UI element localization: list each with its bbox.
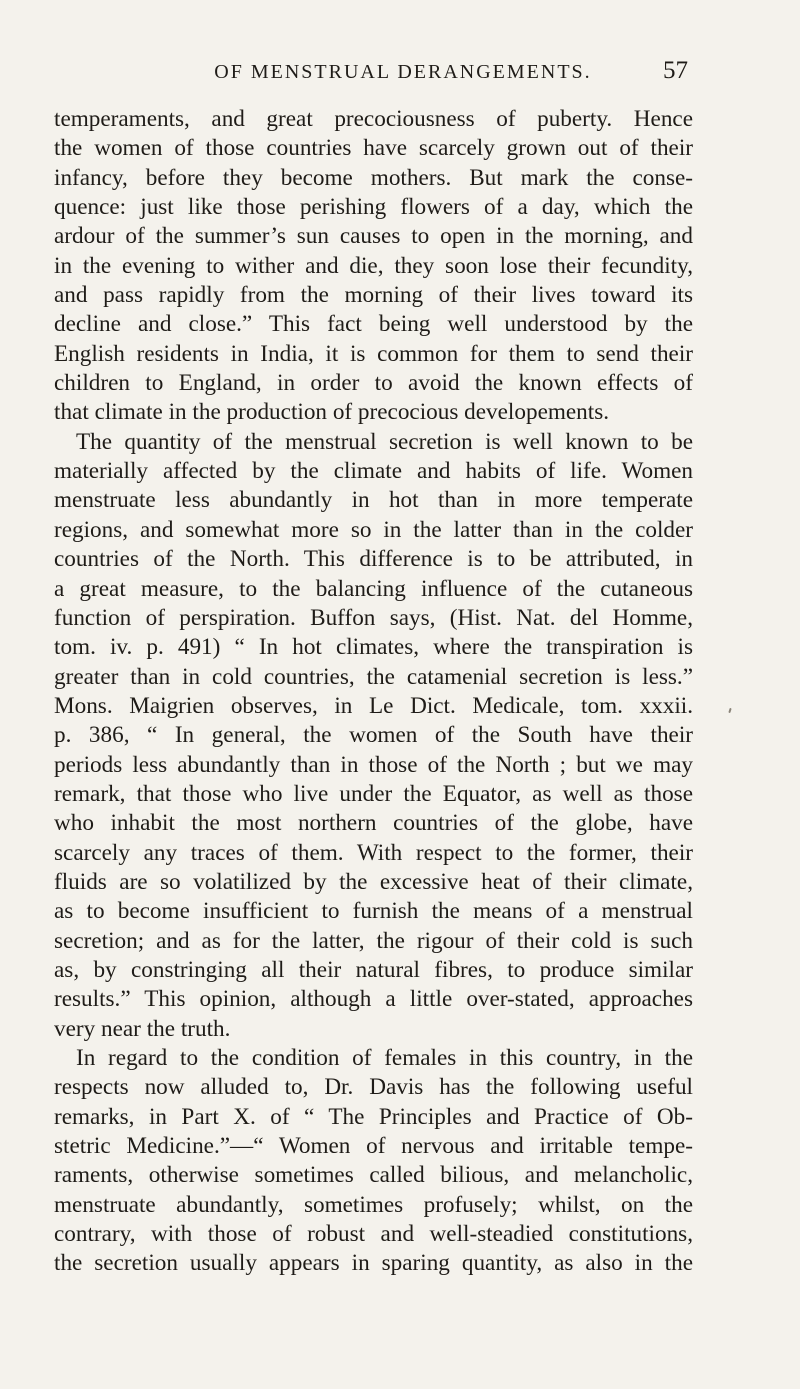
text-line: who inhabit the most northern countries of the globe, have	[54, 810, 693, 837]
text-line: children to England, in order to avoid the known effects of	[54, 370, 693, 397]
text-line: temperaments, and great precociousness of puberty. Hence	[54, 106, 693, 132]
body-text	[54, 105, 693, 1279]
text-line: Mons. Maigrien observes, in Le Dict. Medicale, tom. xxxii.	[54, 692, 693, 719]
text-line: remarks, in Part X. of “ The Principles and Practice of Ob-	[54, 1103, 693, 1130]
text-line: function of perspiration. Buffon says, (Hist. Nat. del Homme,	[54, 604, 693, 631]
page-number: 57	[663, 57, 688, 84]
text-line: materially affected by the climate and habits of life. Women	[54, 458, 693, 485]
running-title: OF MENSTRUAL DERANGEMENTS.	[214, 61, 592, 83]
text-line: raments, otherwise sometimes called bilious, and melancholic,	[54, 1162, 693, 1189]
text-line: regions, and somewhat more so in the latter than in the colder	[54, 516, 693, 543]
running-head	[118, 57, 688, 91]
ink-speck	[728, 708, 731, 713]
text-line: as, by constringing all their natural fibres, to produce similar	[54, 956, 693, 983]
text-line: and pass rapidly from the morning of their lives toward its	[54, 282, 693, 309]
text-line: tom. iv. p. 491) “ In hot climates, where the transpiration is	[54, 634, 693, 661]
text-line: periods less abundantly than in those of the North ; but we may	[54, 751, 693, 778]
text-line: menstruate less abundantly in hot than in more temperate	[54, 487, 693, 514]
text-line: In regard to the condition of females in this country, in the	[76, 1045, 693, 1071]
text-line: greater than in cold countries, the catamenial secretion is less.”	[54, 663, 693, 690]
text-line: menstruate abundantly, sometimes profusely; whilst, on the	[54, 1191, 693, 1218]
text-line: the secretion usually appears in sparing quantity, as also in the	[54, 1250, 693, 1277]
text-line: The quantity of the menstrual secretion is well known to be	[76, 428, 693, 455]
text-line: ardour of the summer’s sun causes to open in the morning, and	[54, 223, 693, 250]
text-line: stetric Medicine.”—“ Women of nervous and irritable tempe-	[54, 1133, 693, 1160]
text-line: countries of the North. This difference is to be attributed, in	[54, 546, 693, 573]
text-line: a great measure, to the balancing influence of the cutaneous	[54, 575, 693, 602]
text-line: respects now alluded to, Dr. Davis has the following useful	[54, 1074, 693, 1101]
text-line: quence: just like those perishing flowers of a day, which the	[54, 194, 693, 221]
text-line: contrary, with those of robust and well-steadied constitutions,	[54, 1221, 693, 1248]
text-line: p. 386, “ In general, the women of the South have their	[54, 722, 693, 749]
text-line: that climate in the production of precocious developements.	[54, 399, 610, 426]
text-line: remark, that those who live under the Equator, as well as those	[54, 780, 693, 807]
text-line: secretion; and as for the latter, the rigour of their cold is such	[54, 927, 693, 954]
text-line: decline and close.” This fact being well understood by the	[54, 311, 693, 338]
text-line: the women of those countries have scarcely grown out of their	[54, 135, 693, 162]
text-line: scarcely any traces of them. With respect to the former, their	[54, 839, 693, 866]
text-line: very near the truth.	[54, 1015, 231, 1042]
text-line: as to become insufficient to furnish the means of a menstrual	[54, 898, 693, 925]
text-line: fluids are so volatilized by the excessive heat of their climate,	[54, 868, 693, 895]
text-line: results.” This opinion, although a little over-stated, approaches	[54, 986, 693, 1013]
text-line: infancy, before they become mothers. But mark the conse-	[54, 164, 693, 191]
text-line: English residents in India, it is common for them to send their	[54, 340, 693, 367]
text-line: in the evening to wither and die, they soon lose their fecundity,	[54, 252, 693, 279]
